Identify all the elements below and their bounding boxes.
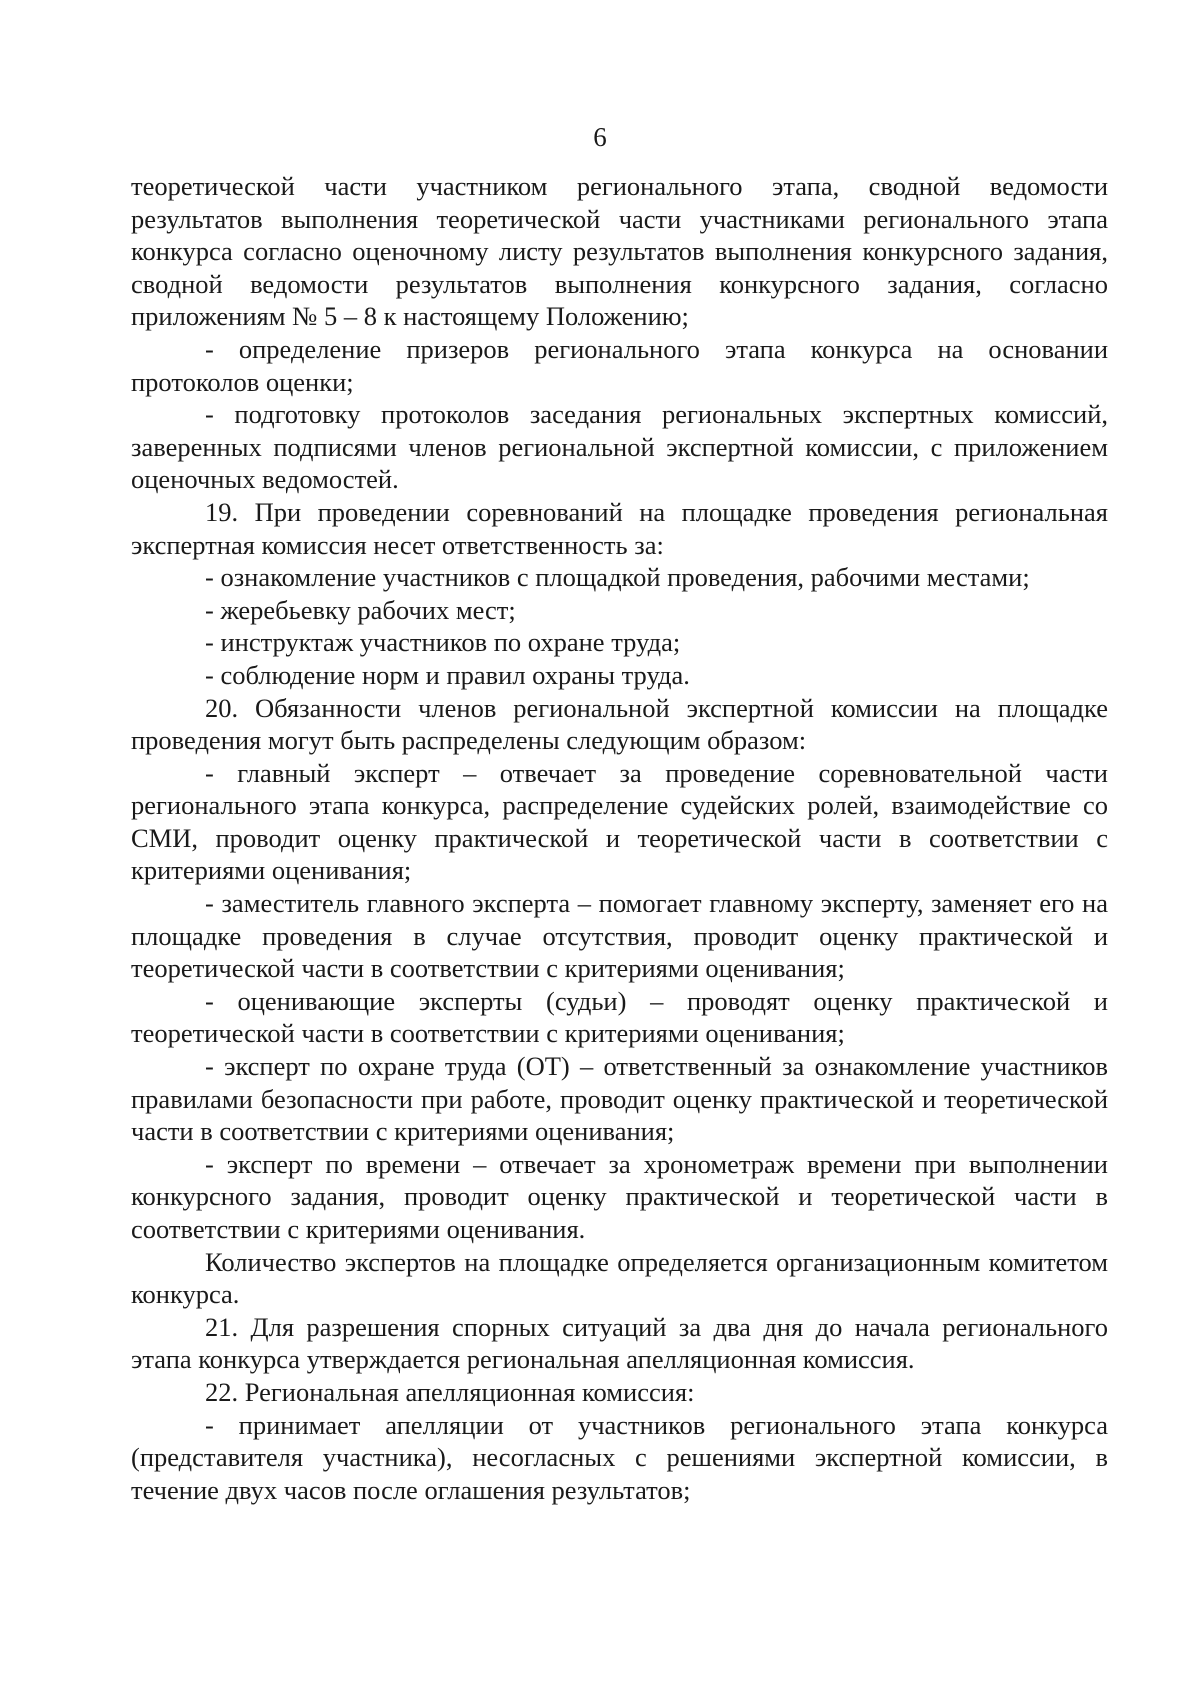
paragraph-21: 21. Для разрешения спорных ситуаций за два дня до начала регионального этапа конкурса утверждается региональная апелляционная комиссия. <box>131 1311 1108 1375</box>
paragraph-20: 20. Обязанности членов региональной экспертной комиссии на площадке проведения могут быть распределены следующим образом: <box>131 692 1108 756</box>
paragraph-22: 22. Региональная апелляционная комиссия: <box>205 1376 695 1407</box>
paragraph-continuation: теоретической части участником регионального этапа, сводной ведомости результатов выполнения теоретической части участниками регионального этапа конкурса согласно оценочному листу результатов выполнения конкурсного задания, сводной ведомости результатов выполнения конкурсного задания, согласно приложениям № 5 – 8 к настоящему Положению; <box>131 171 1108 332</box>
paragraph-19: 19. При проведении соревнований на площадке проведения региональная экспертная комиссия несет ответственность за: <box>131 496 1108 560</box>
list-item-time-expert: - эксперт по времени – отвечает за хронометраж времени при выполнении конкурсного задания, проводит оценку практической и теоретической части в соответствии с критериями оценивания. <box>131 1148 1108 1244</box>
list-item-protocols: - подготовку протоколов заседания региональных экспертных комиссий, заверенных подписями членов региональной экспертной комиссии, с приложением оценочных ведомостей. <box>131 399 1108 495</box>
list-item-judges: - оценивающие эксперты (судьи) – проводят оценку практической и теоретической части в соответствии с критериями оценивания; <box>131 985 1108 1049</box>
document-body <box>131 170 1108 1506</box>
list-item-draw: - жеребьевку рабочих мест; <box>205 594 516 625</box>
list-item-safety-compliance: - соблюдение норм и правил охраны труда. <box>205 659 690 690</box>
list-item-prize-winners: - определение призеров регионального этапа конкурса на основании протоколов оценки; <box>131 333 1108 397</box>
list-item-familiarization: - ознакомление участников с площадкой проведения, рабочими местами; <box>205 562 1030 593</box>
list-item-safety-briefing: - инструктаж участников по охране труда; <box>205 627 681 658</box>
list-item-safety-expert: - эксперт по охране труда (ОТ) – ответственный за ознакомление участников правилами безопасности при работе, проводит оценку практической и теоретической части в соответствии с критериями оценивания; <box>131 1051 1108 1147</box>
paragraph-expert-count: Количество экспертов на площадке определяется организационным комитетом конкурса. <box>131 1246 1108 1310</box>
list-item-deputy-chief-expert: - заместитель главного эксперта – помогает главному эксперту, заменяет его на площадке проведения в случае отсутствия, проводит оценку практической и теоретической части в соответствии с критериями оценивания; <box>131 888 1108 984</box>
list-item-chief-expert: - главный эксперт – отвечает за проведение соревновательной части регионального этапа конкурса, распределение судейских ролей, взаимодействие со СМИ, проводит оценку практической и теоретической части в соответствии с критериями оценивания; <box>131 757 1108 886</box>
page-number: 6 <box>593 122 607 152</box>
list-item-appeals: - принимает апелляции от участников регионального этапа конкурса (представителя участника), несогласных с решениями экспертной комиссии, в течение двух часов после оглашения результатов; <box>131 1409 1108 1505</box>
